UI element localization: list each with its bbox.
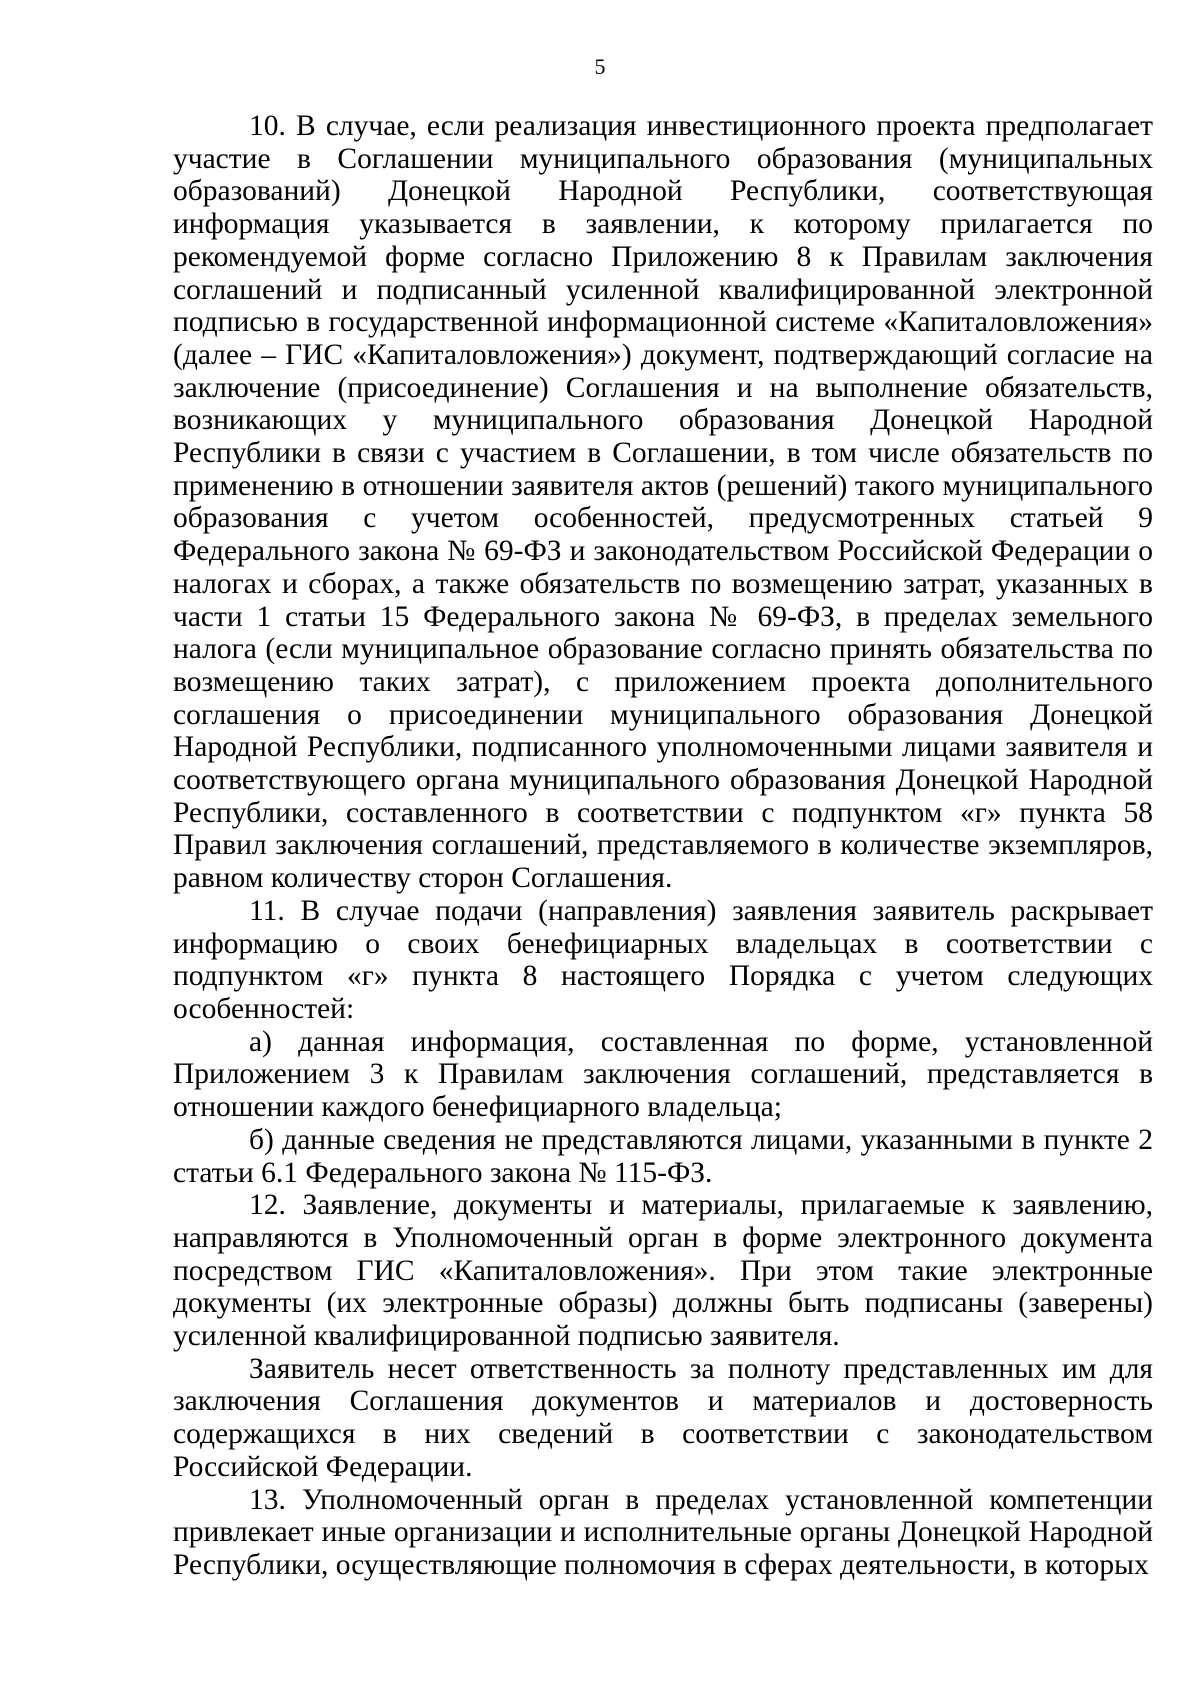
paragraph-11-b: б) данные сведения не представляются лицами, указанными в пункте 2 статьи 6.1 Федерального закона № 115-ФЗ. — [173, 1123, 1153, 1189]
paragraph-12-responsibility: Заявитель несет ответственность за полноту представленных им для заключения Соглашения документов и материалов и достоверность содержащихся в них сведений в соответствии с законодательством Российской Федерации. — [173, 1352, 1153, 1483]
paragraph-10: 10. В случае, если реализация инвестиционного проекта предполагает участие в Соглашении муниципального образования (муниципальных образований) Донецкой Народной Республики, соответствующая информация указывается в заявлении, к которому прилагается по рекомендуемой форме согласно Приложению 8 к Правилам заключения соглашений и подписанный усиленной квалифицированной электронной подписью в государственной информационной системе «Капиталовложения» (далее – ГИС «Капиталовложения») документ, подтверждающий согласие на заключение (присоединение) Соглашения и на выполнение обязательств, возникающих у муниципального образования Донецкой Народной Республики в связи с участием в Соглашении, в том числе обязательств по применению в отношении заявителя актов (решений) такого муниципального образования с учетом особенностей, предусмотренных статьей 9 Федерального закона № 69-ФЗ и законодательством Российской Федерации о налогах и сборах, а также обязательств по возмещению затрат, указанных в части 1 статьи 15 Федерального закона № 69-ФЗ, в пределах земельного налога (если муниципальное образование согласно принять обязательства по возмещению таких затрат), с приложением проекта дополнительного соглашения о присоединении муниципального образования Донецкой Народной Республики, подписанного уполномоченными лицами заявителя и соответствующего органа муниципального образования Донецкой Народной Республики, составленного в соответствии с подпунктом «г» пункта 58 Правил заключения соглашений, представляемого в количестве экземпляров, равном количеству сторон Соглашения. — [173, 110, 1153, 895]
paragraph-11: 11. В случае подачи (направления) заявления заявитель раскрывает информацию о своих бенефициарных владельцах в соответствии с подпунктом «г» пункта 8 настоящего Порядка с учетом следующих особенностей: — [173, 894, 1153, 1025]
page-number: 5 — [594, 54, 606, 79]
paragraph-13: 13. Уполномоченный орган в пределах установленной компетенции привлекает иные организации и исполнительные органы Донецкой Народной Республики, осуществляющие полномочия в сферах деятельности, в которых — [173, 1483, 1153, 1581]
paragraph-12: 12. Заявление, документы и материалы, прилагаемые к заявлению, направляются в Уполномоченный орган в форме электронного документа посредством ГИС «Капиталовложения». При этом такие электронные документы (их электронные образы) должны быть подписаны (заверены) усиленной квалифицированной подписью заявителя. — [173, 1189, 1153, 1353]
paragraph-11-a: а) данная информация, составленная по форме, установленной Приложением 3 к Правилам заключения соглашений, представляется в отношении каждого бенефициарного владельца; — [173, 1025, 1153, 1124]
document-body — [173, 110, 1153, 1582]
